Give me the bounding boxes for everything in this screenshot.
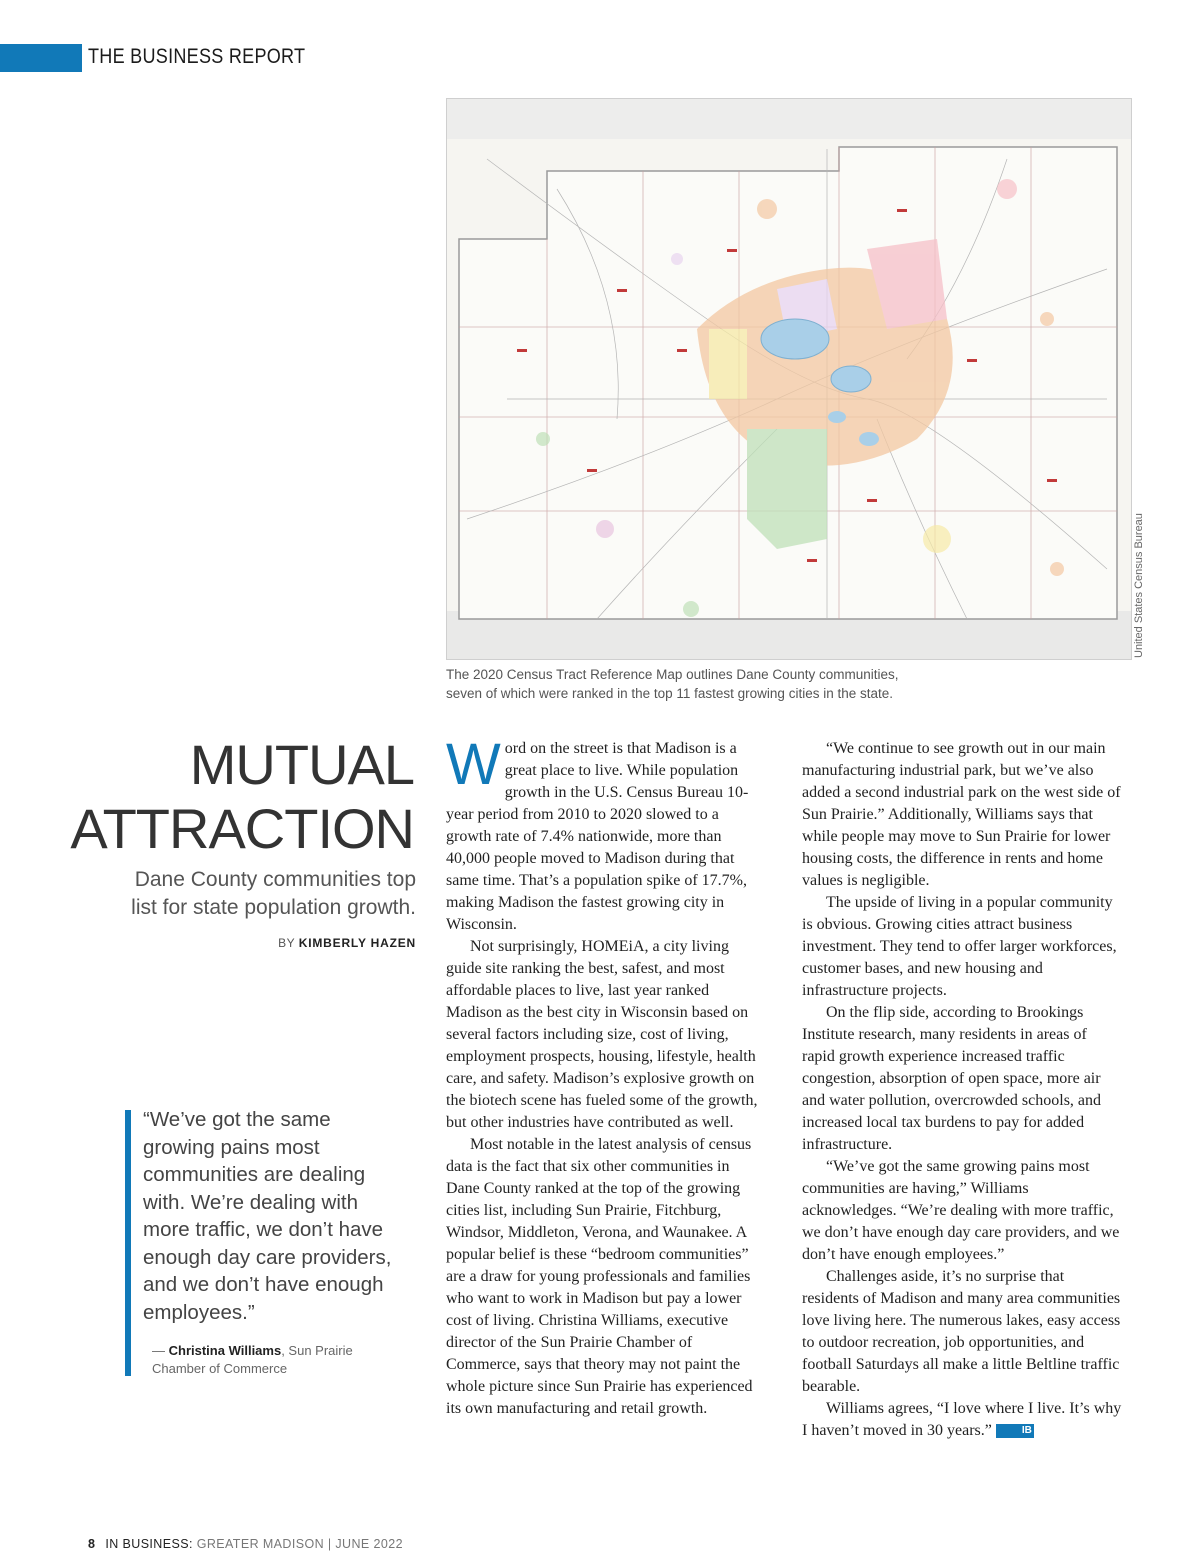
paragraph-9-text: Williams agrees, “I love where I live. It’s why I haven’t moved in 30 years.”: [802, 1400, 1122, 1439]
paragraph-1-text: ord on the street is that Madison is a great place to live. While population growth in the U.S. Census Bureau 10-year period from 2010 to 2020 slowed to a growth rate of 7.4% nationwide, more than 40,000 people moved to Madison during that same time. That’s a population spike of 17.7%, making Madison the fastest growing city in Wisconsin.: [446, 740, 749, 933]
pullquote-text: “We’ve got the same growing pains most communities are dealing with. We’re dealing with more traffic, we don’t have enough day care providers, and we don’t have enough employees.”: [143, 1108, 392, 1324]
pullquote-bar: [125, 1110, 131, 1376]
section-color-bar: [0, 44, 82, 72]
edition-info: GREATER MADISON | JUNE 2022: [192, 1537, 403, 1551]
headline-line-2: ATTRACTION: [70, 797, 414, 860]
paragraph-7: “We’ve got the same growing pains most communities are having,” Williams acknowledges. “We’re dealing with more traffic, we don’t have enough day care providers, and we don’t have enough employees.”: [802, 1158, 1120, 1263]
body-column-1: [446, 732, 766, 1420]
dropcap: W: [446, 732, 501, 797]
paragraph-3: Most notable in the latest analysis of census data is the fact that six other communities in Dane County ranked at the top of the growing cities list, including Sun Prairie, Fitchburg, Windsor, Middleton, Verona, and Waunakee. A popular belief is these “bedroom communities” are a draw for young professionals and families who want to work in Madison but pay a lower cost of living. Christina Williams, executive director of the Sun Prairie Chamber of Commerce, says that theory may not paint the whole picture since Sun Prairie has experienced its own manufacturing and retail growth.: [446, 1136, 753, 1417]
attribution-dash: —: [152, 1343, 169, 1358]
page-number: 8: [88, 1537, 96, 1551]
paragraph-2: Not surprisingly, HOMEiA, a city living guide site ranking the best, safest, and most affordable places to live, last year ranked Madison as the best city in Wisconsin based on several factors including size, cost of living, employment prospects, housing, lifestyle, health care, and safety. Madison’s explosive growth on the biotech scene has fueled some of the growth, but other industries have contributed as well.: [446, 938, 758, 1131]
paragraph-6: On the flip side, according to Brookings Institute research, many residents in areas of rapid growth experience increased traffic congestion, absorption of open space, more air and water pollution, overcrowded schools, and increased local tax burdens to pay for added infrastructure.: [802, 1004, 1102, 1153]
byline-prefix: BY: [278, 936, 295, 950]
pullquote: [143, 1106, 403, 1326]
page-footer: [88, 1537, 403, 1551]
pullquote-attribution: [152, 1342, 392, 1378]
section-title: THE BUSINESS REPORT: [88, 45, 306, 68]
byline-author: KIMBERLY HAZEN: [298, 936, 416, 950]
attribution-affiliation: , Sun Prairie Chamber of Commerce: [152, 1343, 353, 1376]
attribution-name: Christina Williams: [168, 1343, 282, 1358]
headline-line-1: MUTUAL: [189, 733, 414, 796]
paragraph-4: “We continue to see growth out in our main manufacturing industrial park, but we’ve also added a second industrial park on the west side of Sun Prairie.” Additionally, Williams says that while people may move to Sun Prairie for lower housing costs, the difference in rents and home values is negligible.: [802, 740, 1121, 889]
byline: [278, 936, 416, 950]
census-tract-map: [446, 98, 1132, 660]
paragraph-8: Challenges aside, it’s no surprise that residents of Madison and many area communities love living here. The numerous lakes, easy access to outdoor recreation, job opportunities, and football Saturdays all make a little Beltline traffic bearable.: [802, 1268, 1121, 1395]
photo-credit: United States Census Bureau: [1133, 513, 1145, 658]
map-caption: [446, 665, 1006, 703]
paragraph-1: [446, 732, 766, 936]
publication-name: IN BUSINESS:: [105, 1537, 193, 1551]
paragraph-9: [802, 1398, 1122, 1442]
caption-line-1: The 2020 Census Tract Reference Map outlines Dane County communities,: [446, 667, 899, 682]
headline: [70, 733, 414, 861]
paragraph-5: The upside of living in a popular community is obvious. Growing cities attract business investment. They tend to offer larger workforces, customer bases, and new housing and infrastructure projects.: [802, 894, 1117, 999]
deck-line-1: Dane County communities top: [134, 868, 416, 891]
deck: [100, 866, 416, 922]
caption-line-2: seven of which were ranked in the top 11 fastest growing cities in the state.: [446, 686, 893, 701]
end-mark-icon: IB: [996, 1424, 1034, 1438]
body-column-2: [802, 738, 1122, 1442]
deck-line-2: list for state population growth.: [131, 896, 416, 919]
